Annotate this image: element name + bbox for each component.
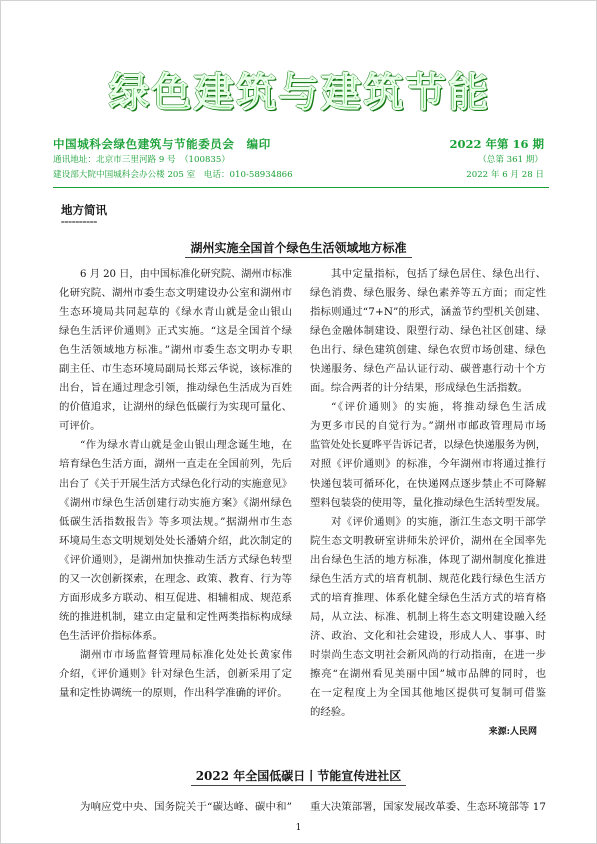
article-source: 来源:人民网	[488, 727, 537, 737]
text-line: 时崇尚生态文明社会新风尚的行动指南，在进一步	[310, 648, 547, 661]
section-title-underline: ==========	[61, 219, 98, 226]
article-heading	[1, 237, 596, 258]
text-line: 快递服务、绿色产品认证行动、碳普惠行动十个方	[310, 363, 547, 376]
text-line: 量和定性协调统一的原则，作出科学准确的评价。	[59, 687, 288, 700]
publisher-line: 中国城科会绿色建筑与节能委员会 编印	[53, 137, 271, 151]
text-line: 济、政治、文化和社会建设，形成人人、事事、时	[310, 629, 547, 642]
text-line: 在一定程度上为全国其他地区提供可复制可借鉴	[310, 687, 547, 700]
article-left-column	[59, 798, 292, 817]
article-right-column	[310, 798, 546, 817]
text-line: 重大决策部署，国家发展改革委、生态环境部等 17	[310, 801, 547, 813]
text-line: 绿色金融体制建设、限塑行动、绿色社区创建、绿	[310, 325, 547, 338]
paragraph	[310, 513, 546, 723]
paragraph	[310, 398, 546, 512]
text-line: 方面形成多方联动、相互促进、相辅相成、规范系	[59, 591, 293, 604]
text-line: 的又一次创新探索，在理念、政策、教育、行为等	[59, 572, 293, 585]
article-left-column	[59, 265, 292, 703]
total-issue-number: （总第 361 期）	[478, 155, 543, 165]
text-line: 低碳生活指数报告》等多项法规。”据湖州市生态	[59, 515, 293, 528]
text-line: 统的推进机制，建立由定量和定性两类指标构成绿	[59, 610, 293, 623]
article-title: 2022 年全国低碳日丨节能宣传进社区	[191, 769, 407, 786]
text-line: 为响应党中央、国务院关于“碳达峰、碳中和”	[80, 801, 293, 813]
text-line: 绿色消费、绿色服务、绿色素养等五方面；而定性	[310, 287, 547, 300]
office-and-phone: 建设部大院中国城科会办公楼 205 室 电话：010-58934866	[53, 170, 293, 180]
text-line: 副主任、市生态环境局副局长郑云华说，该标准的	[59, 363, 293, 376]
text-line: 院生态文明教研室讲师朱於评价，湖州在全国率先	[310, 534, 547, 547]
text-line: “《评价通则》的实施，将推动绿色生活成	[331, 401, 548, 414]
text-line: 绿色生活方式的培育机制、规范化践行绿色生活方	[310, 572, 547, 585]
issue-date: 2022 年 6 月 28 日	[466, 170, 544, 180]
text-line: 《评价通则》，是湖州加快推动生活方式绿色转型	[59, 553, 293, 566]
article-heading	[1, 765, 596, 786]
text-line: 对照《评价通则》的标准，今年湖州市将通过推行	[310, 458, 547, 471]
paragraph	[59, 265, 292, 436]
text-line: 6 月 20 日，由中国标准化研究院、湖州市标准	[80, 268, 292, 280]
text-line: 出台绿色生活的地方标准，体现了湖州制度化推进	[310, 553, 547, 566]
text-line: 擦亮“在湖州看见美丽中国”城市品牌的同时，也	[310, 667, 547, 680]
paragraph	[310, 265, 546, 398]
text-line: 出台了《关于开展生活方式绿色化行动的实施意见》	[59, 477, 292, 490]
text-line: 绿色生活评价通则》正式实施。“这是全国首个绿	[59, 325, 293, 338]
text-line: “作为绿水青山就是金山银山理念诞生地，在	[80, 439, 293, 452]
text-line: 介绍，《评价通则》针对绿色生活，创新采用了定	[59, 667, 293, 680]
text-line: 局，从立法、标准、机制上将生态文明建设融入经	[310, 610, 547, 623]
text-line: 出台，旨在通过理念引领，推动绿色生活成为百姓	[59, 382, 293, 395]
text-line: 对《评价通则》的实施，浙江生态文明干部学	[331, 515, 547, 528]
text-line: 式的培育推理、体系化健全绿色生活方式的培育格	[310, 591, 547, 604]
text-line: 色生活领域地方标准。”湖州市委生态文明办专职	[59, 344, 293, 357]
text-line: 环境局生态文明规划处处长潘婧介绍，此次制定的	[59, 534, 293, 547]
text-line: 的经验。	[310, 706, 352, 719]
text-line: 色出行、绿色建筑创建、绿色农贸市场创建、绿色	[310, 344, 547, 357]
text-line: 塑料包装袋的使用等，量化推动绿色生活转型发展。	[310, 496, 546, 509]
text-line: 的价值追求，让湖州的绿色低碳行为实现可量化、	[59, 401, 293, 414]
text-line: 其中定量指标，包括了绿色居住、绿色出行、	[331, 268, 547, 280]
issue-number: 2022 年第 16 期	[449, 137, 544, 151]
text-line: 指标则通过“7+N”的形式，涵盖节约型机关创建、	[310, 306, 547, 319]
text-line: 《湖州市绿色生活创建行动实施方案》《湖州绿色	[59, 496, 293, 509]
section-title: 地方简讯	[61, 203, 107, 217]
page-number: 1	[295, 823, 302, 833]
text-line: 为更多市民的自觉行为。”湖州市邮政管理局市场	[310, 420, 547, 433]
text-line: 湖州市市场监督管理局标准化处处长黄家伟	[80, 648, 293, 661]
text-line: 面。综合两者的计分结果，形成绿色生活指数。	[310, 382, 529, 395]
mailing-address: 通讯地址：北京市三里河路 9 号 （100835）	[53, 155, 230, 165]
article-right-column	[310, 265, 546, 722]
text-line: 色生活评价指标体系。	[59, 629, 163, 642]
text-line: 监管处处长夏晔平告诉记者，以绿色快递服务为例，	[310, 439, 546, 452]
text-line: 可评价。	[59, 420, 101, 433]
header-divider	[53, 187, 549, 188]
text-line: 生态环境局共同起草的《绿水青山就是金山银山	[59, 306, 293, 319]
article-title: 湖州实施全国首个绿色生活领域地方标准	[185, 241, 411, 258]
text-line: 培育绿色生活方面，湖州一直走在全国前列，先后	[59, 458, 293, 471]
paragraph	[59, 436, 292, 646]
text-line: 化研究院、湖州市委生态文明建设办公室和湖州市	[59, 287, 293, 300]
text-line: 快递包装可循环化，在快递网点逐步禁止不可降解	[310, 477, 547, 490]
paragraph	[59, 646, 292, 703]
masthead-title: 绿色建筑与建筑节能	[108, 70, 491, 116]
